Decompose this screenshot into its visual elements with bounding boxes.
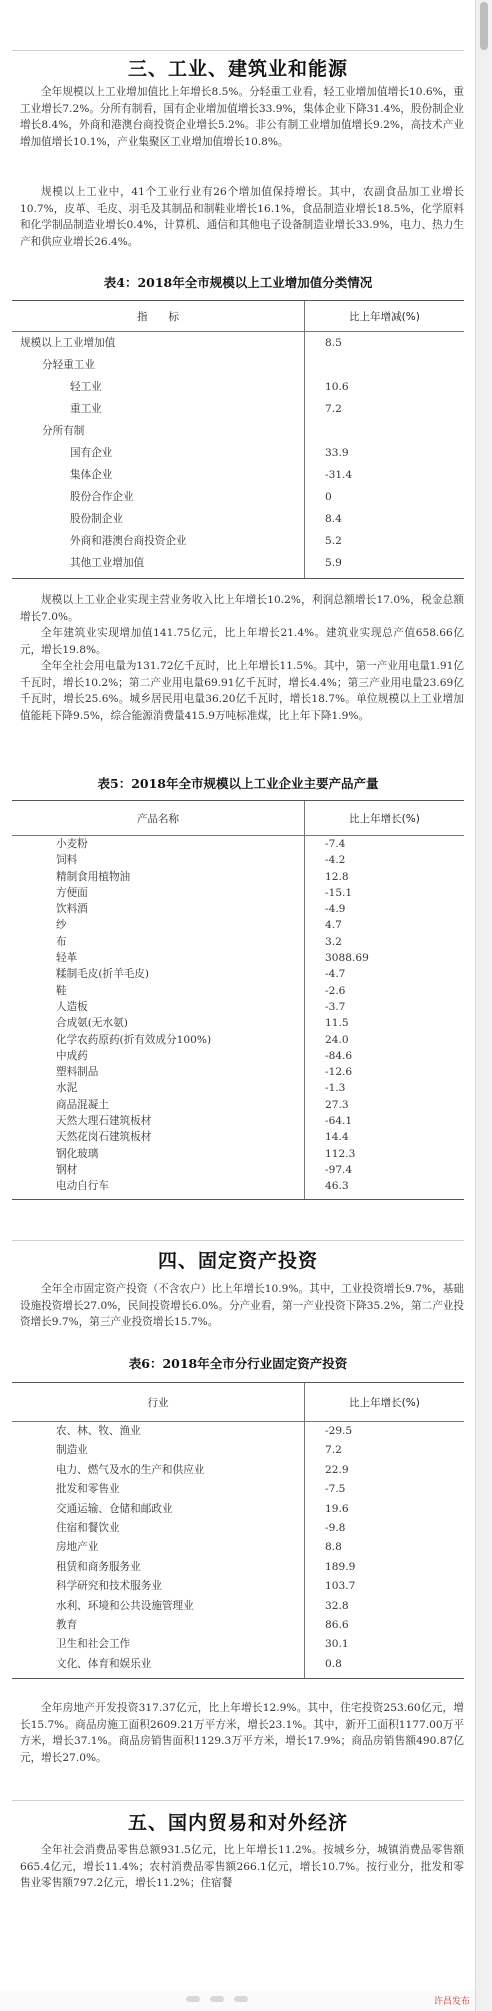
table-cell-value: 22.9 [325,1463,349,1476]
table-cell-label: 交通运输、仓储和邮政业 [12,1500,305,1519]
table-cell-label: 布 [12,934,305,950]
table-cell-value: -12.6 [325,1066,353,1079]
table-cell-value: -3.7 [325,1000,346,1013]
table-cell-label: 糅制毛皮(折羊毛皮) [12,966,305,982]
table5 [12,800,464,1200]
table-cell-value: 19.6 [325,1502,349,1515]
paragraph-construction: 全年建筑业实现增加值141.75亿元，比上年增长21.4%。建筑业实现总产值658.66亿元，增长19.8%。 [20,627,464,656]
table-cell-value: -9.8 [325,1521,346,1534]
table-cell-value [305,420,464,442]
table-cell-value: 5.9 [325,557,342,569]
table-row [12,983,464,999]
paragraph-fixed-asset-investment: 全年全市固定资产投资（不含农户）比上年增长10.9%。其中，工业投资增长9.7%，基础设施投资增长27.0%，民间投资增长6.0%。分产业看，第一产业投资下降35.2%，第二产业投资增长9.7%，第三产业投资增长15.7%。 [20,1283,464,1328]
paragraph-industry-growth: 全年规模以上工业增加值比上年增长8.5%。分轻重工业看，轻工业增加值增长10.6%，重工业增长7.2%。分所有制看，国有企业增加值增长33.9%，集体企业下降31.4%，股份制企业增长8.4%，外商和港澳台商投资企业增长5.2%。非公有制工业增加值增长9.2%，高技术产业增加值增长10.1%，产业集聚区工业增加值增长10.8%。 [20,86,464,148]
table-row [12,950,464,966]
table-cell-label: 农、林、牧、渔业 [12,1422,305,1441]
table-cell-value [305,354,464,376]
table6-header-industry: 行业 [12,1383,305,1421]
table-cell-label: 国有企业 [12,442,305,464]
table-cell-label: 批发和零售业 [12,1480,305,1499]
table-row [12,1616,464,1635]
pagination-dot[interactable] [234,1996,248,2002]
table5-body [12,836,464,1199]
table4-header-change: 比上年增减(%) [349,310,420,323]
section-heading-industry: 三、工业、建筑业和能源 [127,58,348,80]
table-cell-value: 24.0 [325,1033,349,1046]
table-row [12,1048,464,1064]
table-cell-value: 3.2 [325,935,342,948]
table-cell-label: 天然大理石建筑板材 [12,1113,305,1129]
table-cell-label: 轻工业 [12,376,305,398]
table-cell-label: 分轻重工业 [12,354,305,376]
table-cell-label: 规模以上工业增加值 [12,332,305,354]
table-cell-value: 33.9 [325,447,349,459]
paragraph-retail: 全年社会消费品零售总额931.5亿元，比上年增长11.2%。按城乡分，城镇消费品零售额665.4亿元，增长11.4%；农村消费品零售额266.1亿元，增长10.7%。按行业分，批发和零售业零售额797.2亿元，增长11.2%；住宿餐 [20,1844,464,1889]
table-cell-label: 其他工业增加值 [12,552,305,574]
table-row [12,885,464,901]
table-cell-value: -97.4 [325,1163,353,1176]
table-cell-label: 租赁和商务服务业 [12,1558,305,1577]
table-cell-value: -1.3 [325,1082,346,1095]
table-row [12,999,464,1015]
table-row [12,1080,464,1096]
table-bottom-padding [12,1195,464,1199]
table-cell-value: 32.8 [325,1599,349,1612]
table-row [12,1635,464,1654]
section-divider [12,50,464,51]
table-cell-value: 4.7 [325,919,342,932]
table-cell-value: -84.6 [325,1049,353,1062]
table-cell-value: -4.9 [325,903,346,916]
table-cell-label: 水利、环境和公共设施管理业 [12,1597,305,1616]
table-row [12,1422,464,1441]
table-row [12,1162,464,1178]
table6-header [12,1383,464,1422]
table4-header-indicator: 指 标 [12,301,305,331]
table-row [12,420,464,442]
table-cell-label: 电动自行车 [12,1178,305,1194]
vertical-scrollbar[interactable] [475,0,492,2011]
table-cell-label: 卫生和社会工作 [12,1635,305,1654]
table-cell-value: 7.2 [325,1444,342,1457]
table4-body [12,332,464,578]
table-cell-value: 3088.69 [325,952,369,965]
table-cell-value: 30.1 [325,1638,349,1651]
table-cell-value: 0 [325,491,332,503]
table-cell-label: 房地产业 [12,1538,305,1557]
table-row [12,934,464,950]
table-cell-label: 教育 [12,1616,305,1635]
table-row [12,1597,464,1616]
table-row [12,869,464,885]
table-row [12,1178,464,1194]
table-row [12,332,464,354]
scrollbar-thumb[interactable] [480,2,488,50]
table-row [12,1480,464,1499]
table-cell-value: 10.6 [325,381,349,393]
table-cell-label: 轻革 [12,950,305,966]
table-cell-label: 钢材 [12,1162,305,1178]
table-cell-value: -64.1 [325,1115,353,1128]
table-row [12,552,464,574]
table-cell-label: 鞋 [12,983,305,999]
table4-header [12,301,464,332]
page-footer [0,1990,476,2011]
table-cell-label: 方便面 [12,885,305,901]
table-row [12,1558,464,1577]
section-heading-investment: 四、固定资产投资 [157,1250,318,1272]
table-cell-label: 饲料 [12,852,305,868]
table-row [12,1441,464,1460]
watermark-logo: 许昌发布 [433,1997,470,2007]
table-cell-label: 股份制企业 [12,508,305,530]
table-row [12,901,464,917]
table-row [12,917,464,933]
table-cell-value: 11.5 [325,1017,349,1030]
table5-header-growth: 比上年增长(%) [349,812,420,825]
table-cell-label: 集体企业 [12,464,305,486]
table-cell-label: 钢化玻璃 [12,1146,305,1162]
table-cell-value: -29.5 [325,1425,353,1437]
table6 [12,1382,464,1679]
table-cell-label: 精制食用植物油 [12,869,305,885]
table-cell-value: 14.4 [325,1131,349,1144]
table6-title: 表6：2018年全市分行业固定资产投资 [128,1356,348,1371]
table-cell-value: -4.2 [325,854,346,867]
table-row [12,1032,464,1048]
table-cell-label: 商品混凝土 [12,1097,305,1113]
table-cell-value: 8.8 [325,1541,342,1554]
table4-title: 表4：2018年全市规模以上工业增加值分类情况 [103,275,373,290]
table-row [12,1655,464,1674]
table-cell-label: 合成氨(无水氨) [12,1015,305,1031]
table-cell-value: 103.7 [325,1580,356,1593]
table-cell-value: 86.6 [325,1618,349,1631]
table6-body [12,1422,464,1678]
table5-header-product: 产品名称 [12,801,305,835]
table-cell-label: 水泥 [12,1080,305,1096]
table-cell-label: 股份合作企业 [12,486,305,508]
table-row [12,1064,464,1080]
table-cell-label: 文化、体育和娱乐业 [12,1655,305,1674]
table-row [12,966,464,982]
table-cell-value: -7.5 [325,1483,346,1496]
section-divider [12,1240,464,1241]
table5-header [12,801,464,836]
paragraph-revenue: 规模以上工业企业实现主营业务收入比上年增长10.2%，利润总额增长17.0%，税金总额增长7.0%。 [20,594,464,623]
table-row [12,508,464,530]
table-cell-label: 科学研究和技术服务业 [12,1577,305,1596]
table-cell-value: 8.5 [325,337,342,349]
table-cell-label: 化学农药原药(折有效成分100%) [12,1032,305,1048]
table-row [12,442,464,464]
table-cell-value: -2.6 [325,984,346,997]
table-cell-label: 重工业 [12,398,305,420]
table-row [12,1577,464,1596]
table-cell-value: 5.2 [325,535,342,547]
table-cell-value: 46.3 [325,1180,349,1193]
table-cell-label: 外商和港澳台商投资企业 [12,530,305,552]
table-cell-label: 纱 [12,917,305,933]
table-cell-label: 制造业 [12,1441,305,1460]
table-cell-label: 小麦粉 [12,836,305,852]
paragraph-industry-sectors: 规模以上工业中，41个工业行业有26个增加值保持增长。其中，农副食品加工业增长10.7%，皮革、毛皮、羽毛及其制品和制鞋业增长16.1%，食品制造业增长18.5%，化学原料和化学制品制造业增长0.4%，计算机、通信和其他电子设备制造业增长33.9%，电力、热力生产和供应业增长26.4%。 [20,186,464,248]
table-row [12,1500,464,1519]
pagination-dot[interactable] [210,1996,224,2002]
table-row [12,486,464,508]
table-cell-value: 12.8 [325,870,349,883]
table-row [12,1097,464,1113]
table-row [12,836,464,852]
table-row [12,354,464,376]
table-cell-value: -31.4 [325,469,353,481]
table-row [12,464,464,486]
table-cell-label: 电力、燃气及水的生产和供应业 [12,1461,305,1480]
table-row [12,1146,464,1162]
table-row [12,1519,464,1538]
table-cell-value: -7.4 [325,838,346,850]
section-heading-trade: 五、国内贸易和对外经济 [127,1812,348,1834]
paragraph-electricity: 全年全社会用电量为131.72亿千瓦时，比上年增长11.5%。其中，第一产业用电量1.91亿千瓦时，增长10.2%；第二产业用电量69.91亿千瓦时，增长4.4%；第三产业用电量23.69亿千瓦时，增长25.6%。城乡居民用电量36.20亿千瓦时，增长18.7%。单位规模以上工业增加值能耗下降9.5%，综合能源消费量415.9万吨标准煤，比上年下降1.9%。 [20,660,464,722]
section-divider [12,1800,464,1801]
table-row [12,1015,464,1031]
table-bottom-padding [12,574,464,578]
table-cell-value: 189.9 [325,1560,356,1573]
table-cell-label: 天然花岗石建筑板材 [12,1129,305,1145]
table4 [12,300,464,579]
paragraph-real-estate: 全年房地产开发投资317.37亿元，比上年增长12.9%。其中，住宅投资253.60亿元，增长15.7%。商品房施工面积2609.21万平方米，增长23.1%。其中，新开工面积1177.00万平方米，增长37.1%。商品房销售面积1129.3万平方米，增长17.9%；商品房销售额490.87亿元，增长27.0%。 [20,1702,464,1764]
table-cell-value: -4.7 [325,968,346,981]
table-row [12,852,464,868]
table-cell-label: 住宿和餐饮业 [12,1519,305,1538]
table6-header-growth: 比上年增长(%) [349,1396,420,1409]
table-cell-label: 塑料制品 [12,1064,305,1080]
table-row [12,1538,464,1557]
table-cell-value: -15.1 [325,886,353,899]
table-cell-value: 0.8 [325,1657,342,1670]
pagination-dot[interactable] [186,1996,200,2002]
table-row [12,530,464,552]
table-cell-label: 中成药 [12,1048,305,1064]
table-row [12,398,464,420]
table-cell-value: 7.2 [325,403,342,415]
table-cell-value: 112.3 [325,1147,356,1160]
table-row [12,1113,464,1129]
table-row [12,1461,464,1480]
table-row [12,376,464,398]
table-cell-label: 饮料酒 [12,901,305,917]
table-cell-label: 分所有制 [12,420,305,442]
pagination-dots [186,1996,248,2002]
table-bottom-padding [12,1674,464,1678]
table-cell-label: 人造板 [12,999,305,1015]
table5-title: 表5：2018年全市规模以上工业企业主要产品产量 [97,776,379,791]
table-cell-value: 27.3 [325,1098,349,1111]
table-cell-value: 8.4 [325,513,342,525]
table-row [12,1129,464,1145]
